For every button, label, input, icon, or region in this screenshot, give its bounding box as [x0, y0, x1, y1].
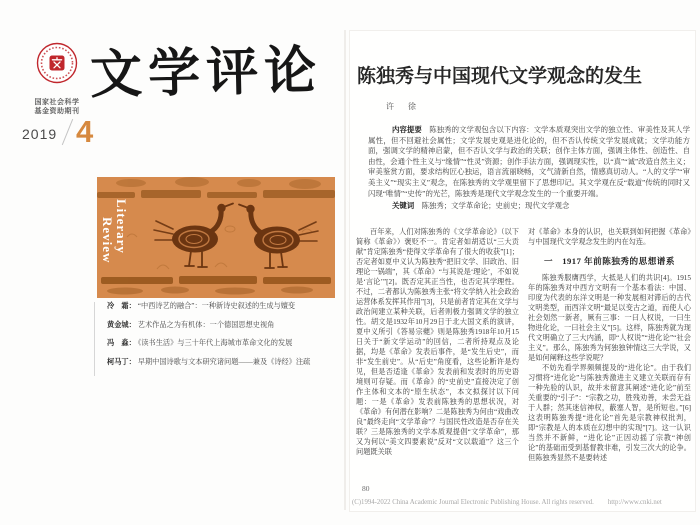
toc-title: 艺术作品之为有机体：一个德国思想史视角	[137, 320, 275, 329]
abstract-block	[368, 125, 690, 212]
masthead-english-review: Review	[100, 217, 115, 264]
keywords-label: 关键词	[392, 201, 415, 211]
body-two-columns	[356, 227, 692, 485]
cover-contents-list	[94, 302, 340, 376]
toc-author: 冯 淼：	[107, 339, 136, 347]
body-paragraph-continuation: 对《革命》本身的认识，也关联到如何把握《革命》与中国现代文学观念发生的内在勾连。	[528, 228, 691, 246]
body-paragraph: 不妨先看学界频频提及的“进化论”。由于我们习惯将“进化论”与陈独秀激进主义建立关联而存有一种先验的认识，故并未留意其阐述“进化论”前至关重要的“引子”：“宗教之功，胜残劝善，未尝无益于人群；然其迷信神权，蔽塞人智，是所短也。”[6]这表明陈独秀提“进化论”首先是宗教神权批判，即“宗教是人的本质在幻想中的实现”[7]。这一认识当然并不新鲜，“进化论”正因动摇了宗教“神创论”的基础而受到基督教非难，引发三次大的论争。但陈独秀显然不是要转述	[528, 364, 691, 462]
section-heading: 一 1917 年前陈独秀的思想谱系	[544, 256, 675, 266]
funding-badge-line2: 基金资助期刊	[34, 108, 80, 115]
copyright-footer	[352, 499, 696, 506]
keywords-line	[368, 201, 690, 212]
body-column-left	[356, 227, 519, 485]
birds-artwork	[97, 177, 335, 298]
keywords-text: 陈独秀；文学革命论；史前史；现代文学观念	[414, 201, 570, 211]
masthead-english-literary: Literary	[114, 199, 129, 254]
toc-author: 柯马丁：	[107, 357, 136, 366]
issue-number: 4	[76, 114, 94, 149]
cnki-url: http://www.cnki.net	[607, 499, 662, 506]
toc-item	[107, 339, 340, 347]
body-paragraph: 百年来，人们对陈独秀的《文学革命论》（以下简称《革命》）褒贬不一。肯定者如胡适以“三大贡献”肯定陈独秀“使得文学革命有了很大的收获”[1]；否定者如夏中义认为陈独秀“把旧文学、旧政治、旧理论一锅端”，其《革命》“与其说是‘理论’，不如说是‘言论’”[2]。既否定其正当性，也否定其学理性。不过，二者都认为陈独秀主张“将文学纳入社会政治运营体系发挥其作用”[3]，只是前者肯定其在文学与政治间建立某种关联，后者则极力强调文学的独立性。胡文是1932年10月29日于北大国文系的演讲，夏中义所引《答易宗夔》则是陈独秀1918年10月15日关于“新文学运动”的回信，二者所持观点及论据，均是《革命》发表后事件，是“发生后史”，而非“发生前史”。从“后史”角度看，这些论断许是灼见，但是否适逢《革命》发表前和发表时的历史语境则可存疑。而《革命》的“史前史”直接决定了创作主体和文本的“原生状态”，本文拟探讨以下问题：一是《革命》发表前陈独秀的思想状况，对《革命》有何潜在影响？二是陈独秀为何由“戏曲改良”最终走向“文学革命”？与国民性改造是否存在关联？三是陈独秀的文学本质观提倡“文学革命”，那又为何以“美文四要素说”反对“文以载道”？这三个问题既关联	[356, 228, 519, 456]
toc-item	[107, 321, 340, 329]
toc-author: 冷 霜：	[107, 302, 136, 310]
masthead-title: 文学评论	[89, 42, 323, 105]
toc-item	[107, 302, 340, 310]
toc-title: 《读书生活》与三十年代上海城市革命文化的发展	[137, 339, 293, 347]
toc-author: 黄金城：	[107, 320, 136, 329]
toc-title: 早期中国诗歌与文本研究诸问题——兼及《诗经》注疏	[137, 357, 311, 366]
body-column-right	[528, 227, 691, 485]
article-title: 陈独秀与中国现代文学观念的发生	[357, 66, 643, 87]
issue-slash-divider	[62, 119, 73, 145]
issue-year: 2019	[22, 126, 58, 142]
page-gutter	[344, 30, 346, 510]
article-author: 许 徐	[386, 102, 419, 111]
issue-block	[22, 116, 112, 156]
journal-seal-icon	[36, 42, 78, 84]
abstract-paragraph	[368, 125, 690, 199]
toc-title: “中西诗艺的融合”：一种新诗史叙述的生成与嬗变	[137, 302, 296, 310]
funding-badge-line1: 国家社会科学	[34, 99, 80, 106]
journal-cover-page	[20, 28, 342, 498]
copyright-text: (C)1994-2022 China Academic Journal Electronic Publishing House. All rights reserved.	[352, 499, 594, 506]
body-paragraph: 陈独秀服膺西学，大抵是人们的共识[4]。1915年的陈独秀对中西方文明有一个基本看法：中国、印度为代表的东洋文明是一种发展相对滞后的古代文明类型，而西洋文明“最足以变古之道，而使人心社会划然一新者，厥有三事：一曰人权说，一曰生物进化论，一曰社会主义”[5]。这样，陈独秀就为现代文明确立了三大内涵，即“人权说”“进化论”“社会主义”。那么，陈独秀为何独独钟情这三大学说，又是如何阐释这些学说呢？	[528, 274, 691, 362]
abstract-text: 陈独秀的文学观包含以下内容：文学本质观突出文学的独立性、审美性及其人学属性，但不回避社会属性；文学发展史观是进化论的，但不否认传统文学发展成就；文学功能方面，强调文学的精神启蒙，但不否认文学与政治的关联；创作主体方面，强调主体性、创造性、自由性，会通个性主义与“缘情”“性灵”资源；创作手法方面，强调现实性，以“真”“诚”改造自然主义；审美鉴赏方面，要求结构匠心独运，语言流丽晓畅，文气清新自然，情感真切动人。“人的文学”“审美主义”“现实主义”观念，在陈独秀的文学观里留下了思想印记。其文学观在反“载道”传统的同时又闪现“唯情”“史传”的光芒，陈独秀是现代文学观念发生的一个重要开端。	[368, 125, 690, 198]
page-number: 80	[362, 484, 370, 493]
abstract-label: 内容提要	[392, 125, 422, 134]
article-page	[349, 30, 696, 512]
toc-item	[107, 358, 340, 366]
